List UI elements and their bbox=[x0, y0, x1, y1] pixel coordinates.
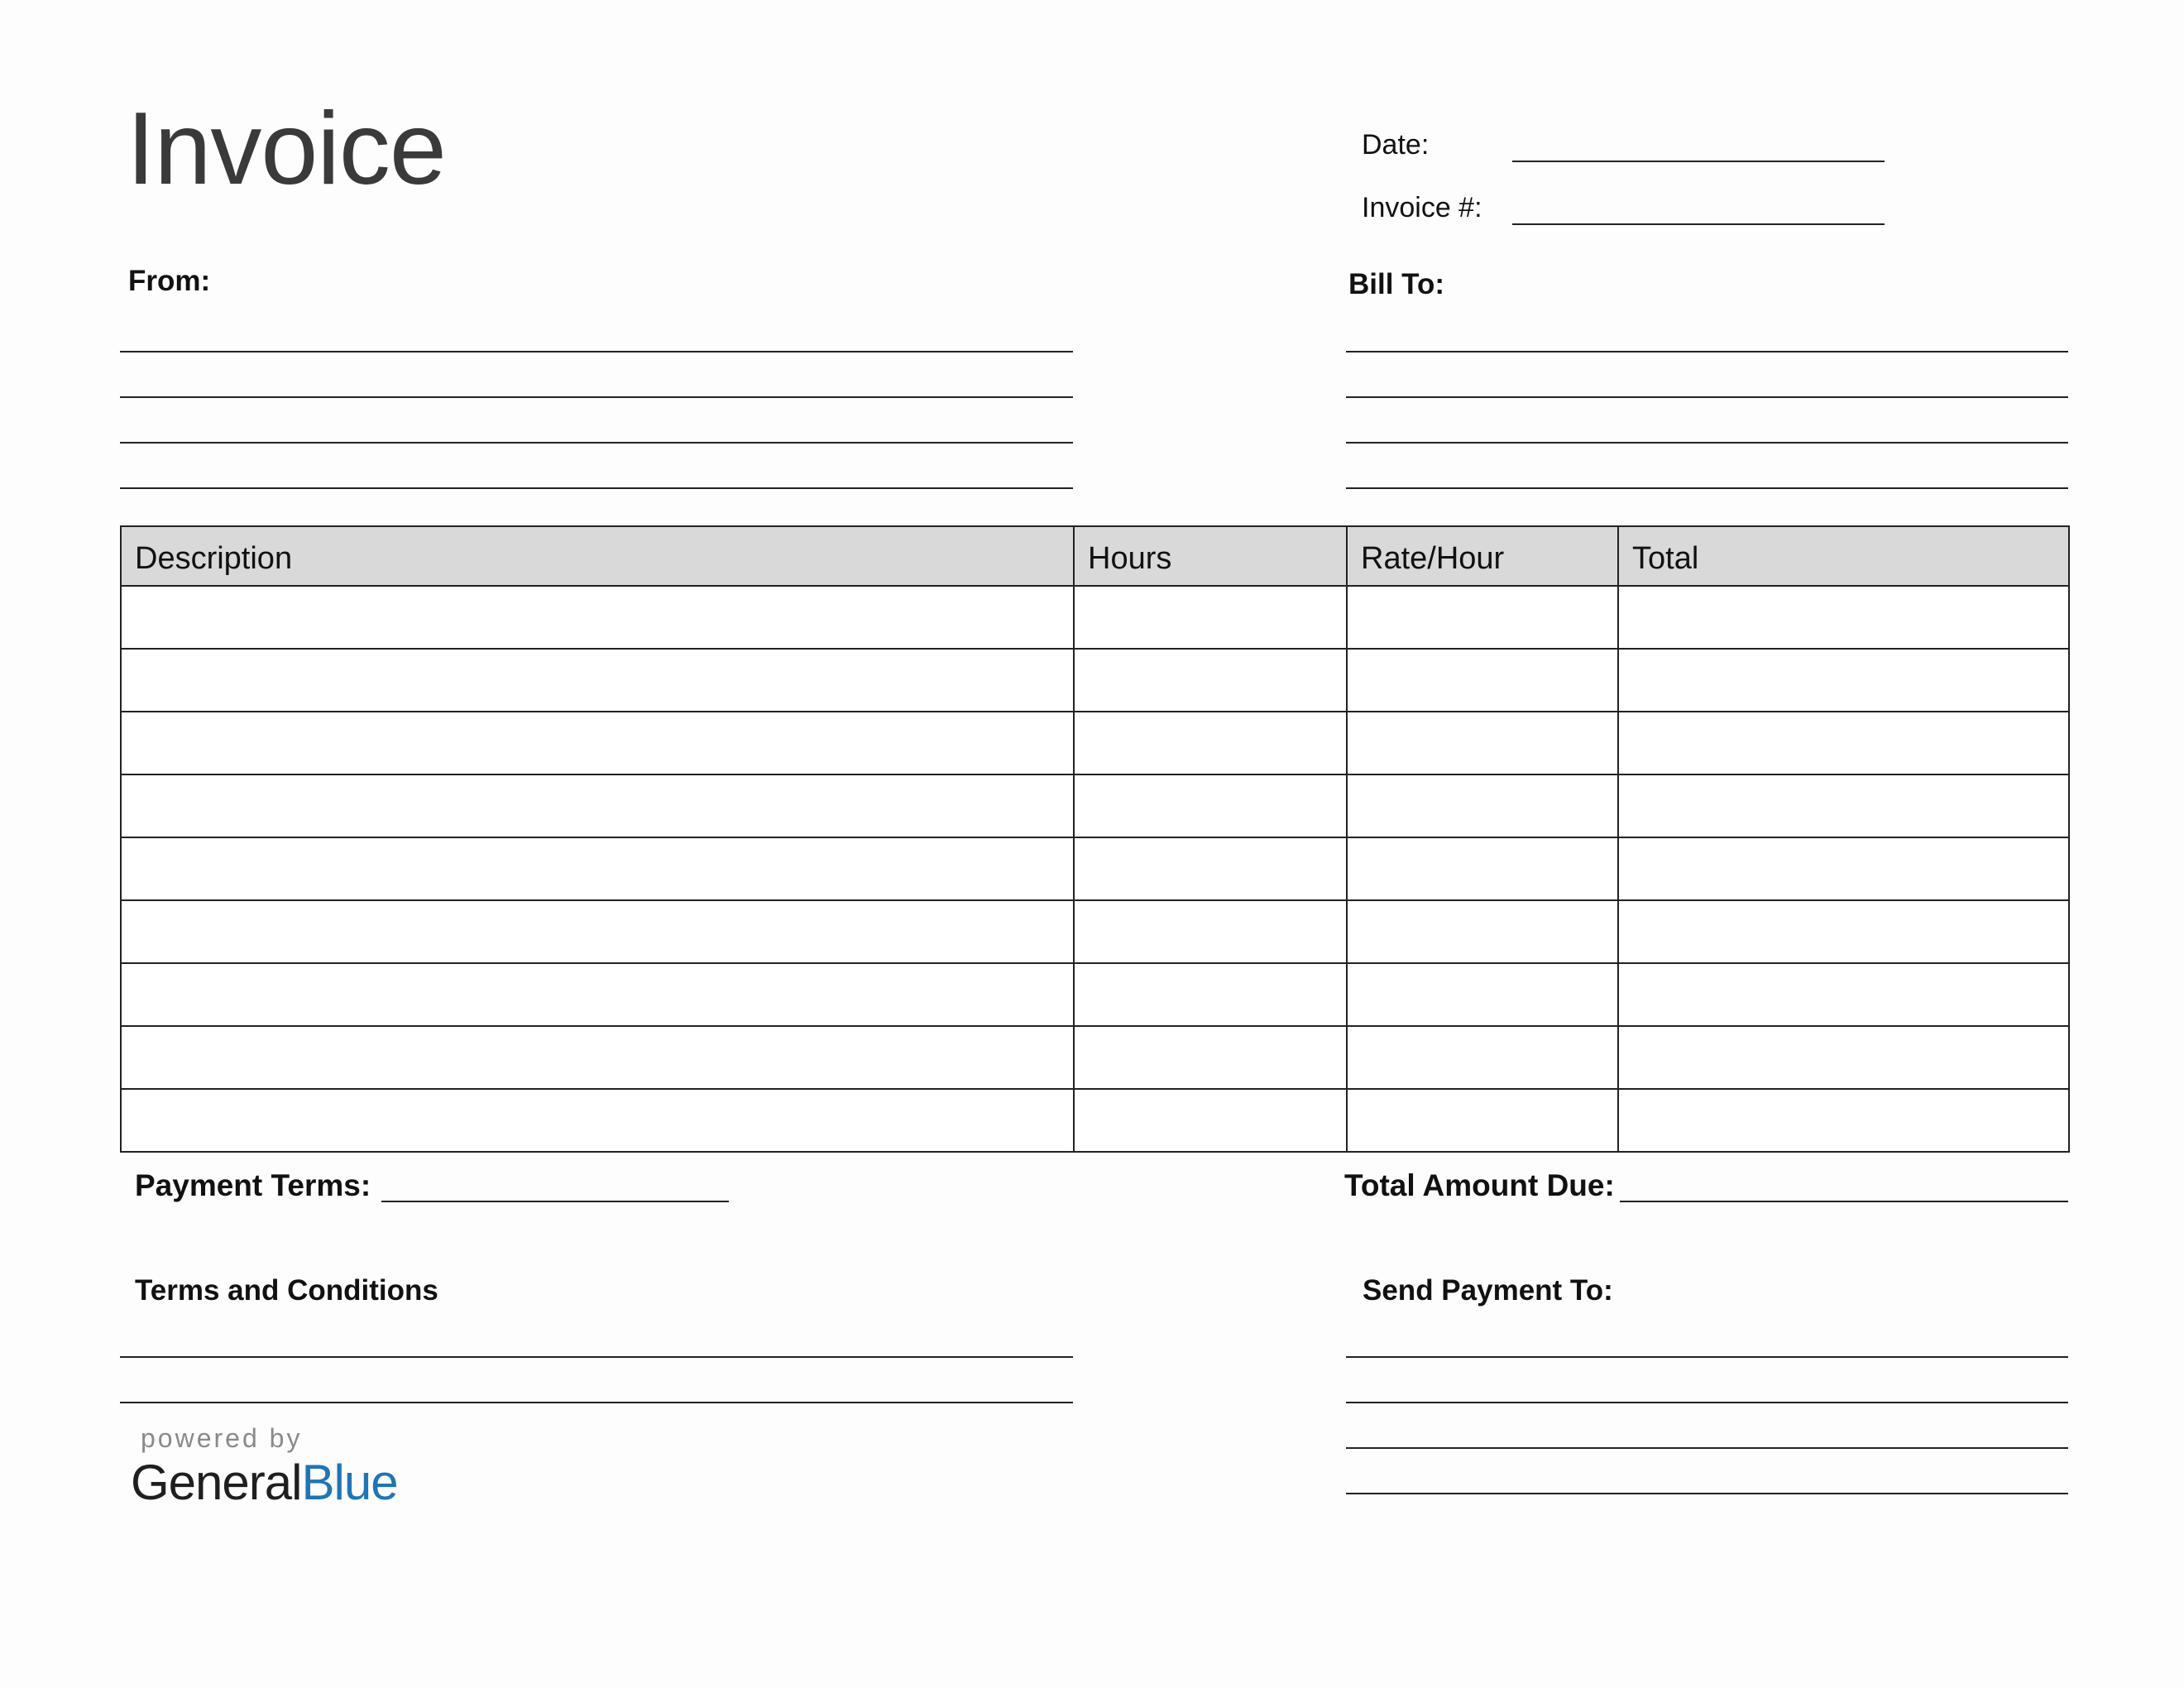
hours-cell[interactable] bbox=[1074, 774, 1347, 837]
hours-cell[interactable] bbox=[1074, 1026, 1347, 1089]
invoice-title: Invoice bbox=[127, 92, 446, 206]
description-cell[interactable] bbox=[121, 649, 1074, 712]
brand-general-text: General bbox=[131, 1455, 302, 1510]
table-header-row bbox=[121, 526, 2069, 586]
description-cell[interactable] bbox=[121, 1026, 1074, 1089]
table-row bbox=[121, 649, 2069, 712]
hours-cell[interactable] bbox=[1074, 837, 1347, 900]
rate-cell[interactable] bbox=[1347, 774, 1618, 837]
send-payment-line-3[interactable] bbox=[1346, 1447, 2068, 1449]
send-payment-line-4[interactable] bbox=[1346, 1493, 2068, 1494]
description-cell[interactable] bbox=[121, 1089, 1074, 1152]
date-label: Date: bbox=[1362, 129, 1430, 161]
total-amount-due-label: Total Amount Due: bbox=[1344, 1168, 1615, 1202]
items-table bbox=[120, 525, 2070, 1153]
from-line-3[interactable] bbox=[120, 442, 1073, 444]
powered-by-text: powered by bbox=[141, 1423, 303, 1453]
description-cell[interactable] bbox=[121, 586, 1074, 649]
bill-to-label: Bill To: bbox=[1348, 268, 1444, 300]
bill-to-line-4[interactable] bbox=[1346, 487, 2068, 489]
invoice-number-field[interactable] bbox=[1512, 223, 1885, 225]
total-cell[interactable] bbox=[1618, 963, 2069, 1026]
table-row bbox=[121, 586, 2069, 649]
description-cell[interactable] bbox=[121, 774, 1074, 837]
payment-terms-label: Payment Terms: bbox=[135, 1168, 371, 1202]
total-cell[interactable] bbox=[1618, 649, 2069, 712]
table-row bbox=[121, 900, 2069, 963]
rate-cell[interactable] bbox=[1347, 900, 1618, 963]
brand-blue-text: Blue bbox=[301, 1455, 398, 1510]
send-payment-line-2[interactable] bbox=[1346, 1402, 2068, 1403]
table-row bbox=[121, 1026, 2069, 1089]
column-header-hours: Hours bbox=[1074, 526, 1347, 586]
description-cell[interactable] bbox=[121, 712, 1074, 774]
rate-cell[interactable] bbox=[1347, 963, 1618, 1026]
rate-cell[interactable] bbox=[1347, 649, 1618, 712]
hours-cell[interactable] bbox=[1074, 649, 1347, 712]
terms-line-1[interactable] bbox=[120, 1356, 1073, 1358]
total-cell[interactable] bbox=[1618, 900, 2069, 963]
hours-cell[interactable] bbox=[1074, 963, 1347, 1026]
terms-conditions-label: Terms and Conditions bbox=[135, 1274, 438, 1307]
terms-line-2[interactable] bbox=[120, 1402, 1073, 1403]
rate-cell[interactable] bbox=[1347, 1026, 1618, 1089]
invoice-number-label: Invoice #: bbox=[1362, 192, 1482, 223]
total-cell[interactable] bbox=[1618, 586, 2069, 649]
from-line-4[interactable] bbox=[120, 487, 1073, 489]
rate-cell[interactable] bbox=[1347, 1089, 1618, 1152]
hours-cell[interactable] bbox=[1074, 712, 1347, 774]
hours-cell[interactable] bbox=[1074, 900, 1347, 963]
total-cell[interactable] bbox=[1618, 1089, 2069, 1152]
from-line-1[interactable] bbox=[120, 351, 1073, 352]
bill-to-line-3[interactable] bbox=[1346, 442, 2068, 444]
total-cell[interactable] bbox=[1618, 712, 2069, 774]
hours-cell[interactable] bbox=[1074, 1089, 1347, 1152]
date-field[interactable] bbox=[1512, 161, 1885, 162]
total-cell[interactable] bbox=[1618, 1026, 2069, 1089]
total-cell[interactable] bbox=[1618, 837, 2069, 900]
from-label: From: bbox=[128, 265, 211, 297]
table-row bbox=[121, 712, 2069, 774]
rate-cell[interactable] bbox=[1347, 712, 1618, 774]
payment-terms-field[interactable] bbox=[381, 1201, 729, 1202]
description-cell[interactable] bbox=[121, 900, 1074, 963]
total-cell[interactable] bbox=[1618, 774, 2069, 837]
bill-to-line-2[interactable] bbox=[1346, 396, 2068, 398]
hours-cell[interactable] bbox=[1074, 586, 1347, 649]
description-cell[interactable] bbox=[121, 963, 1074, 1026]
table-row bbox=[121, 837, 2069, 900]
column-header-total: Total bbox=[1618, 526, 2069, 586]
table-row bbox=[121, 1089, 2069, 1152]
table-row bbox=[121, 774, 2069, 837]
description-cell[interactable] bbox=[121, 837, 1074, 900]
bill-to-line-1[interactable] bbox=[1346, 351, 2068, 352]
general-blue-logo[interactable] bbox=[131, 1455, 398, 1510]
send-payment-line-1[interactable] bbox=[1346, 1356, 2068, 1358]
rate-cell[interactable] bbox=[1347, 586, 1618, 649]
column-header-rate-hour: Rate/Hour bbox=[1347, 526, 1618, 586]
send-payment-to-label: Send Payment To: bbox=[1363, 1274, 1613, 1307]
total-amount-due-field[interactable] bbox=[1620, 1201, 2068, 1202]
table-row bbox=[121, 963, 2069, 1026]
column-header-description: Description bbox=[121, 526, 1074, 586]
rate-cell[interactable] bbox=[1347, 837, 1618, 900]
from-line-2[interactable] bbox=[120, 396, 1073, 398]
